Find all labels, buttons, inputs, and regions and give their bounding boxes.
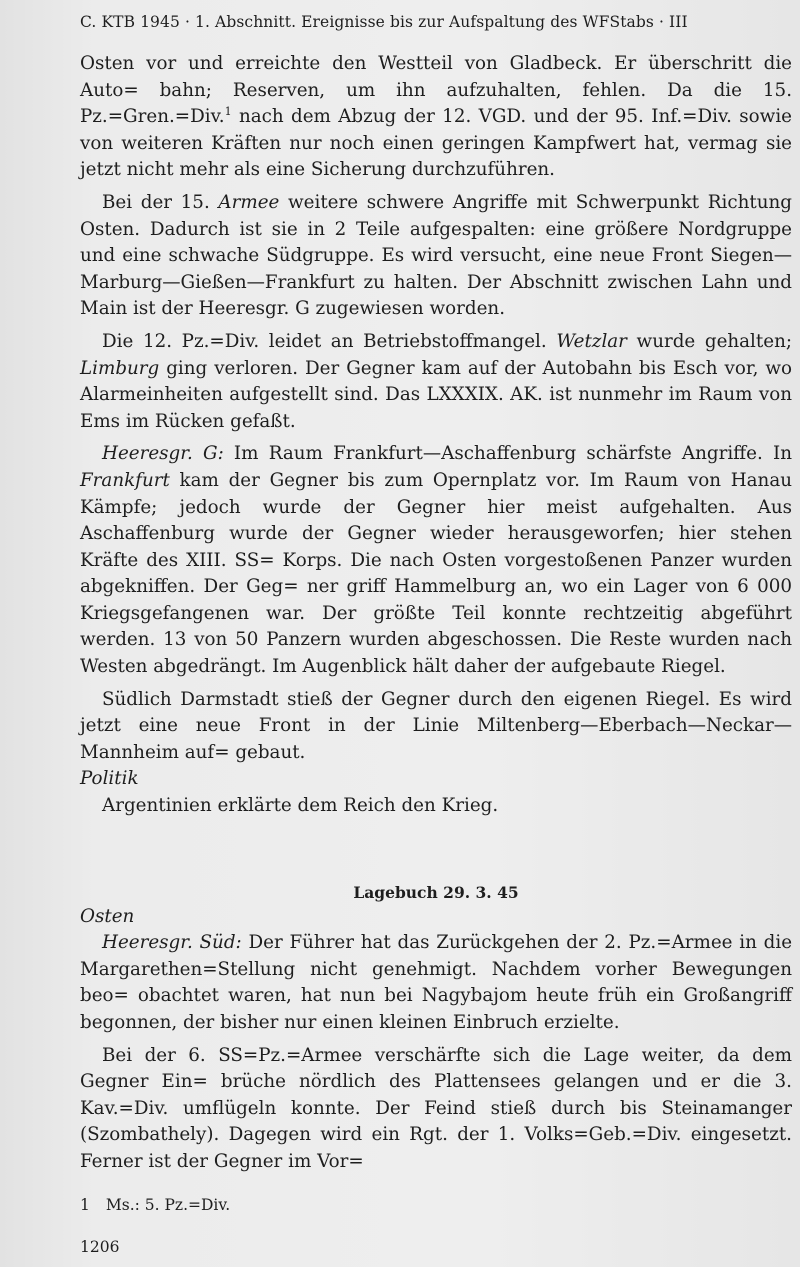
- emphasis: Frankfurt: [80, 469, 170, 491]
- paragraph-3: [80, 329, 792, 435]
- text-run: Osten vor und erreichte den Westteil von Gladbeck. Er überschritt die Auto= bahn; Reserven, um ihn aufzuhalten, fehlen. Da die 15. Pz.=Gren.=Div.: [80, 53, 792, 128]
- footnote-number: 1: [80, 1196, 90, 1214]
- paragraph-7: [80, 930, 792, 1036]
- paragraph-1: [80, 51, 792, 184]
- text-run: kam der Gegner bis zum Opernplatz vor. Im Raum von Hanau Kämpfe; jedoch wurde der Gegner hier meist aufgehalten. Aus Aschaffenburg wurde der Gegner wieder herausgeworfen; hier stehen Kräfte des XIII. SS= Korps. Die nach Osten vorgestoßenen Panzer wurden abgekniffen. Der Geg= ner griff Hammelburg an, wo ein Lager von 6 000 Kriegsgefangenen war. Der größte Teil konnte rechtzeitig abgeführt werden. 13 von 50 Panzern wurden abgeschossen. Die Reste wurden nach Westen abgedrängt. Im Augenblick hält daher der aufgebaute Riegel.: [80, 469, 792, 678]
- footnote: [80, 1196, 230, 1214]
- text-run: weitere schwere Angriffe mit Schwerpunkt Richtung Osten. Dadurch ist sie in 2 Teile aufgespalten: eine größere Nordgruppe und eine schwache Südgruppe. Es wird versucht, eine neue Front Siegen—Marburg—Gießen—Frankfurt zu halten. Der Abschnitt zwischen Lahn und Main ist der Heeresgr. G zugewiesen worden.: [80, 191, 792, 320]
- text-run: Der Führer hat das Zurückgehen der 2. Pz.=Armee in die Margarethen=Stellung nicht genehmigt. Nachdem vorher Bewegungen beo= obachtet waren, hat nun bei Nagybajom heute früh ein Großangriff begonnen, der bisher nur einen kleinen Einbruch erzielte.: [80, 932, 793, 1033]
- text-run: Bei der 15.: [102, 191, 219, 213]
- section-heading-politik: Politik: [80, 768, 139, 790]
- diary-heading: Lagebuch 29. 3. 45: [353, 882, 519, 902]
- page-number: 1206: [80, 1238, 120, 1256]
- footnote-text: Ms.: 5. Pz.=Div.: [105, 1196, 231, 1214]
- emphasis: Heeresgr. G:: [102, 443, 224, 465]
- running-head: C. KTB 1945 · 1. Abschnitt. Ereignisse bis zur Aufspaltung des WFStabs · III: [80, 13, 688, 31]
- paragraph-2: [80, 190, 792, 323]
- footnote-marker: 1: [224, 105, 232, 119]
- section-heading-osten: Osten: [80, 905, 135, 927]
- text-run: nach dem Abzug der 12. VGD. und der 95. Inf.=Div. sowie von weiteren Kräften nur noch einen geringen Kampfwert hat, vermag sie jetzt nicht mehr als eine Sicherung durchzuführen.: [80, 106, 792, 181]
- text-run: wurde gehalten;: [626, 330, 793, 352]
- emphasis: Heeresgr. Süd:: [102, 932, 242, 954]
- emphasis: Wetzlar: [556, 330, 627, 352]
- emphasis: Armee: [218, 191, 280, 213]
- paragraph-5: Südlich Darmstadt stieß der Gegner durch den eigenen Riegel. Es wird jetzt eine neue Front in der Linie Miltenberg—Eberbach—Neckar—Mannheim auf= gebaut.: [80, 688, 792, 763]
- body-text: [80, 51, 792, 1176]
- emphasis: Limburg: [80, 357, 160, 379]
- paragraph-8: Bei der 6. SS=Pz.=Armee verschärfte sich die Lage weiter, da dem Gegner Ein= brüche nördlich des Plattensees gelangen und er die 3. Kav.=Div. umflügeln konnte. Der Feind stieß durch bis Steinamanger (Szombathely). Dagegen wird ein Rgt. der 1. Volks=Geb.=Div. eingesetzt. Ferner ist der Gegner im Vor=: [80, 1044, 792, 1172]
- text-run: ging verloren. Der Gegner kam auf der Autobahn bis Esch vor, wo Alarmeinheiten aufgestellt sind. Das LXXXIX. AK. ist nunmehr im Raum von Ems im Rücken gefaßt.: [80, 357, 792, 432]
- text-run: Im Raum Frankfurt—Aschaffenburg schärfste Angriffe. In: [223, 443, 792, 465]
- text-run: Die 12. Pz.=Div. leidet an Betriebstoffmangel.: [102, 330, 557, 352]
- paragraph-6: Argentinien erklärte dem Reich den Krieg.: [102, 795, 499, 817]
- paragraph-4: [80, 441, 792, 680]
